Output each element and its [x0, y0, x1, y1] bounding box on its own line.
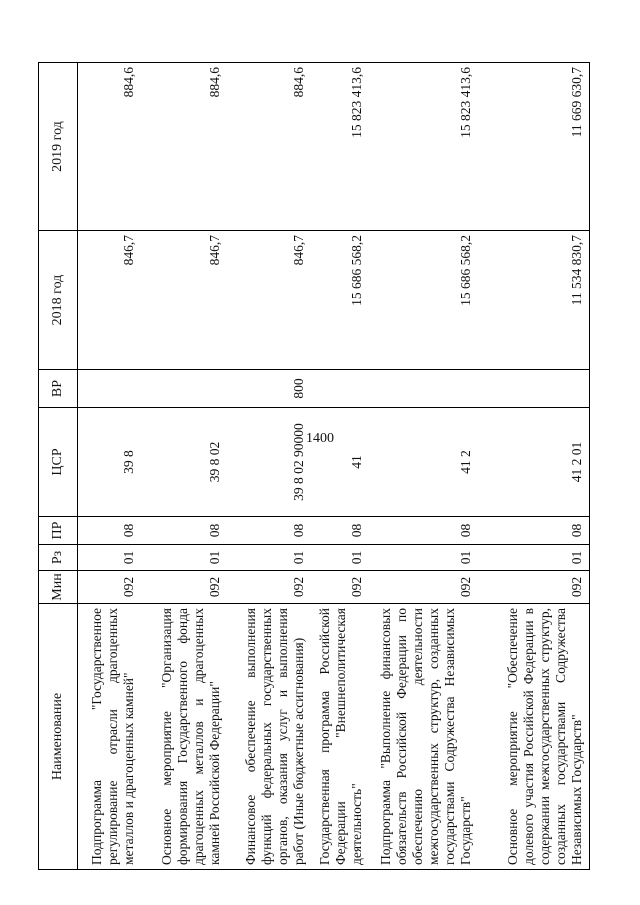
rotated-page-content	[38, 63, 618, 870]
table-row	[78, 63, 142, 870]
table-header-row	[39, 63, 78, 870]
row-2019: 884,6	[141, 63, 227, 231]
row-2018: 846,7	[227, 231, 311, 370]
row-name: Финансовое обеспечение выполнения функций федеральных государственных органов, оказания услуг и выполнения работ (Иные бюджетные ассигнования)	[227, 604, 311, 870]
row-csr: 39 8 02 90000	[227, 408, 311, 517]
row-rz: 01	[311, 545, 369, 571]
row-2018: 15 686 568,2	[311, 231, 369, 370]
header-rz: Рз	[39, 545, 78, 571]
row-pr: 08	[369, 517, 478, 545]
row-name: Основное мероприятие "Организация формирования Государственного фонда драгоценных металлов и драгоценных камней Российской Федерации"	[141, 604, 227, 870]
row-2018: 846,7	[78, 231, 142, 370]
row-name: Подпрограмма "Выполнение финансовых обязательств Российской Федерации по обеспечению деятельности межгосударственных структур, созданных государствами Содружества Независимых Государств"	[369, 604, 478, 870]
row-vr	[478, 370, 590, 408]
row-csr: 41 2	[369, 408, 478, 517]
row-min: 092	[369, 571, 478, 604]
table-row	[227, 63, 311, 870]
header-pr: ПР	[39, 517, 78, 545]
header-name: Наименование	[39, 604, 78, 870]
header-min: Мин	[39, 571, 78, 604]
row-2019: 11 669 630,7	[478, 63, 590, 231]
row-pr: 08	[227, 517, 311, 545]
row-pr: 08	[478, 517, 590, 545]
header-vr: ВР	[39, 370, 78, 408]
table-row	[141, 63, 227, 870]
row-2019: 15 823 413,6	[311, 63, 369, 231]
row-2018: 15 686 568,2	[369, 231, 478, 370]
row-vr	[141, 370, 227, 408]
row-min: 092	[478, 571, 590, 604]
row-rz: 01	[141, 545, 227, 571]
row-rz: 01	[478, 545, 590, 571]
row-csr: 41 2 01	[478, 408, 590, 517]
row-rz: 01	[369, 545, 478, 571]
table-row	[311, 63, 369, 870]
page-number: 1400	[306, 431, 334, 446]
row-name: Государственная программа Российской Федерации "Внешнеполитическая деятельность"	[311, 604, 369, 870]
header-2019: 2019 год	[39, 63, 78, 231]
row-csr: 39 8 02	[141, 408, 227, 517]
row-vr	[311, 370, 369, 408]
row-min: 092	[141, 571, 227, 604]
row-min: 092	[311, 571, 369, 604]
header-csr: ЦСР	[39, 408, 78, 517]
header-2018: 2018 год	[39, 231, 78, 370]
row-2018: 846,7	[141, 231, 227, 370]
table-row	[369, 63, 478, 870]
row-pr: 08	[141, 517, 227, 545]
row-pr: 08	[311, 517, 369, 545]
row-2019: 15 823 413,6	[369, 63, 478, 231]
row-rz: 01	[78, 545, 142, 571]
row-pr: 08	[78, 517, 142, 545]
row-2019: 884,6	[78, 63, 142, 231]
budget-table	[38, 62, 590, 870]
row-name: Основное мероприятие "Обеспечение долевого участия Российской Федерации в содержании межгосударственных структур, созданных государствами Содружества Независимых Государств"	[478, 604, 590, 870]
row-vr	[369, 370, 478, 408]
row-rz: 01	[227, 545, 311, 571]
row-vr	[78, 370, 142, 408]
row-vr: 800	[227, 370, 311, 408]
row-2018: 11 534 830,7	[478, 231, 590, 370]
table-row	[478, 63, 590, 870]
row-2019: 884,6	[227, 63, 311, 231]
row-min: 092	[227, 571, 311, 604]
row-csr: 39 8	[78, 408, 142, 517]
row-csr: 41	[311, 408, 369, 517]
row-name: Подпрограмма "Государственное регулирование отрасли драгоценных металлов и драгоценных камней"	[78, 604, 142, 870]
row-min: 092	[78, 571, 142, 604]
